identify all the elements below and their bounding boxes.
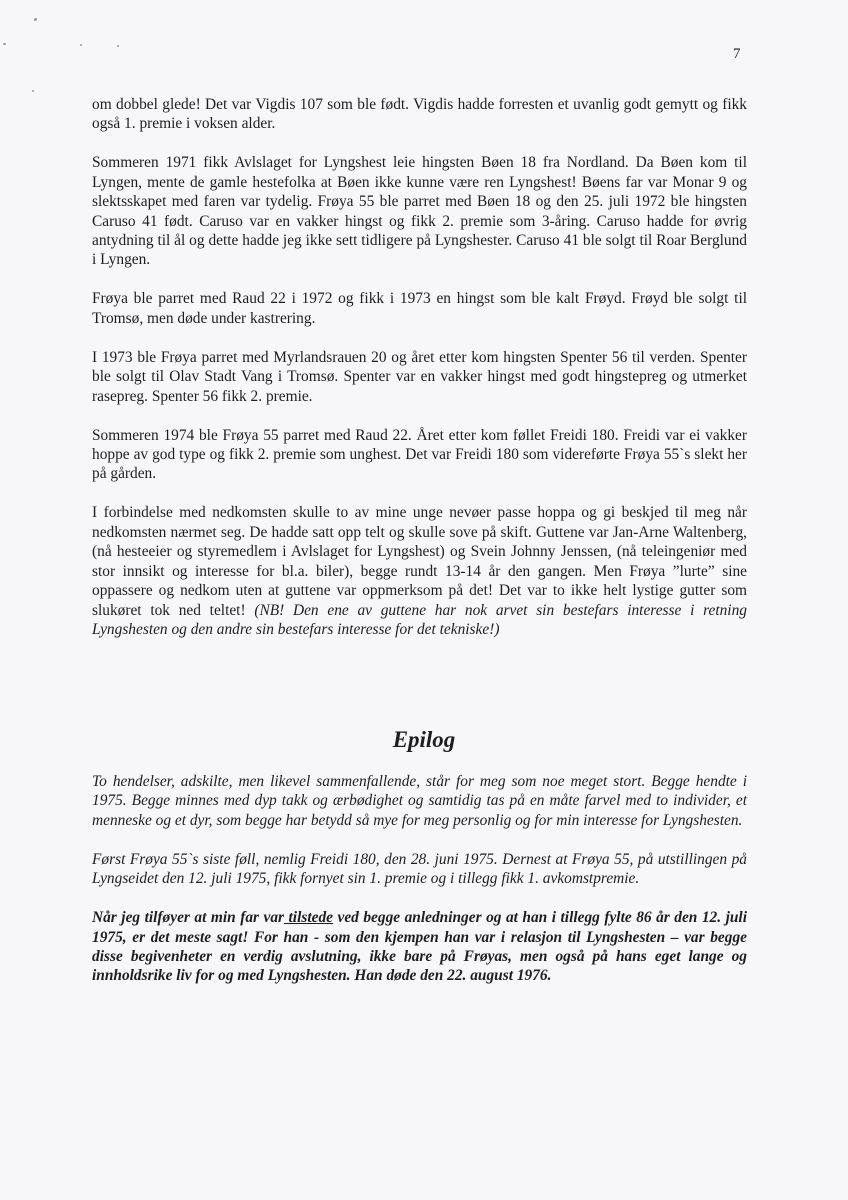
page-number: 7 (733, 46, 741, 62)
epilog-paragraph: Først Frøya 55`s siste føll, nemlig Freidi 180, den 28. juni 1975. Dernest at Frøya 55, på utstillingen på Lyngseidet den 12. juli 1975, fikk fornyet sin 1. premie og i tillegg fikk 1. avkomstpremie. (92, 850, 747, 888)
epilog-title: Epilog (392, 727, 456, 752)
paragraph: Sommeren 1974 ble Frøya 55 parret med Raud 22. Året etter kom føllet Freidi 180. Freidi var ei vakker hoppe av god type og fikk 2. premie som unghest. Det var Freidi 180 som videreførte Frøya 55`s slekt her på gården. (92, 426, 747, 483)
body-text (92, 95, 747, 659)
paragraph: Sommeren 1971 fikk Avlslaget for Lyngshest leie hingsten Bøen 18 fra Nordland. Da Bøen kom til Lyngen, mente de gamle hestefolka at Bøen ikke kunne være ren Lyngshest! Bøens far var Monar 9 og slektsskapet med faren var tydelig. Frøya 55 ble parret med Bøen 18 og den 25. juli 1972 ble hingsten Caruso 41 født. Caruso var en vakker hingst og fikk 2. premie som 3-åring. Caruso hadde for øvrig antydning til ål og dette hadde jeg ikke sett tidligere på Lyngshester. Caruso 41 ble solgt til Roar Berglund i Lyngen. (92, 154, 747, 269)
underlined-word: tilstede (284, 909, 333, 927)
final-text-end: ved begge anledninger og at han i tillegg fylte 86 år den 12. juli 1975, er det meste sagt! For han - som den kjempen han var i relasjon til Lyngshesten – var begge disse begivenheter en verdig avslutning, ikke bare på Frøyas, men også på hans eget lange og innholdsrike liv for og med Lyngshesten. Han døde den 22. august 1976. (92, 909, 747, 985)
paragraph: Frøya ble parret med Raud 22 i 1972 og fikk i 1973 en hingst som ble kalt Frøyd. Frøyd ble solgt til Tromsø, men døde under kastrering. (92, 290, 747, 327)
paragraph (92, 503, 747, 639)
paragraph: I 1973 ble Frøya parret med Myrlandsrauen 20 og året etter kom hingsten Spenter 56 til verden. Spenter ble solgt til Olav Stadt Vang i Tromsø. Spenter var en vakker hingst med godt hingstepreg og utmerket rasepreg. Spenter 56 fikk 2. premie. (92, 348, 747, 405)
epilog-paragraph: To hendelser, adskilte, men likevel sammenfallende, står for meg som noe meget stort. Begge hendte i 1975. Begge minnes med dyp takk og ærbødighet og samtidig tas på en måte farvel med to individer, et menneske og et dyr, som begge har betydd så mye for meg personlig og for min interesse for Lyngshesten. (92, 773, 747, 829)
paragraph-text: I forbindelse med nedkomsten skulle to av mine unge nevøer passe hoppa og gi beskjed til meg når nedkomsten nærmet seg. De hadde satt opp telt og skulle sove på skift. Guttene var Jan-Arne Waltenberg, (nå hesteeier og styremedlem i Avlslaget for Lyngshest) og Svein Johnny Jenssen, (nå teleingeniør med stor innsikt og interesse for bl.a. biler), begge rundt 13-14 år den gangen. Men Frøya ”lurte” sine oppassere og nedkom uten at guttene var oppmerksom på det! Det var to ikke helt lystige gutter som slukøret tok ned teltet! (92, 504, 747, 619)
nb-note: (NB! Den ene av guttene har nok arvet sin bestefars interesse i retning Lyngshesten og den andre sin bestefars interesse for det tekniske!) (92, 601, 747, 638)
scan-speck (117, 45, 119, 47)
scan-speck (80, 44, 82, 46)
final-text-start: Når jeg tilføyer at min far var (92, 909, 285, 927)
paragraph: om dobbel glede! Det var Vigdis 107 som ble født. Vigdis hadde forresten et uvanlig godt gemytt og fikk også 1. premie i voksen alder. (92, 96, 747, 133)
scan-speck (3, 43, 6, 45)
scan-speck (32, 90, 34, 92)
epilog-text (92, 772, 747, 1005)
epilog-final-paragraph (92, 908, 747, 986)
scan-speck (34, 18, 37, 21)
